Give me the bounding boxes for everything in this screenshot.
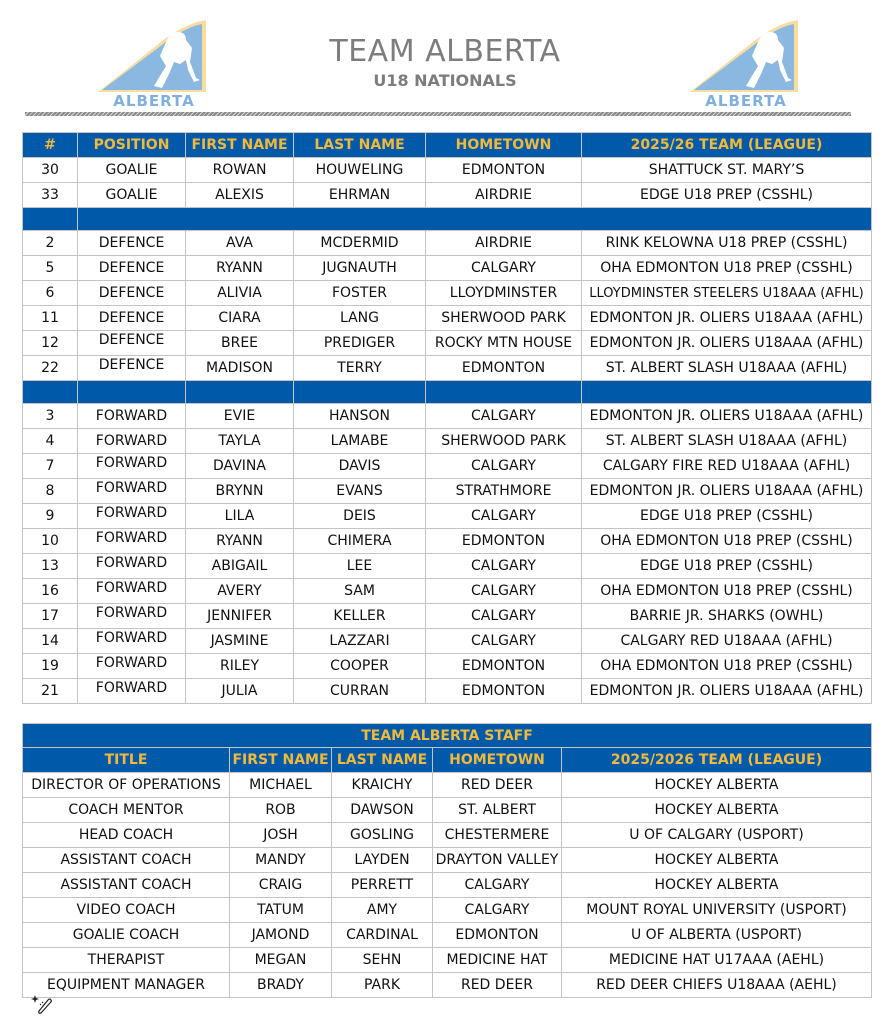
player-team: RINK KELOWNA U18 PREP (CSSHL)	[582, 231, 872, 256]
roster-header-row	[23, 133, 872, 158]
player-number: 2	[23, 231, 78, 256]
player-number: 21	[23, 679, 78, 704]
player-number: 17	[23, 604, 78, 629]
staff-hometown: ST. ALBERT	[433, 798, 562, 823]
separator-cell	[582, 381, 872, 404]
player-number: 5	[23, 256, 78, 281]
magic-edit-icon[interactable]	[30, 992, 54, 1014]
player-first-name: JULIA	[186, 679, 294, 704]
player-position: DEFENCE	[78, 306, 186, 331]
staff-first-name: MICHAEL	[230, 773, 332, 798]
separator-cell	[294, 381, 426, 404]
player-first-name: BREE	[186, 331, 294, 356]
player-last-name: CHIMERA	[294, 529, 426, 554]
player-first-name: LILA	[186, 504, 294, 529]
player-number: 13	[23, 554, 78, 579]
staff-team: MOUNT ROYAL UNIVERSITY (USPORT)	[562, 898, 872, 923]
staff-title: VIDEO COACH	[23, 898, 230, 923]
player-team: OHA EDMONTON U18 PREP (CSSHL)	[582, 529, 872, 554]
player-team: OHA EDMONTON U18 PREP (CSSHL)	[582, 256, 872, 281]
player-number: 8	[23, 479, 78, 504]
player-position: FORWARD	[78, 429, 186, 454]
table-row	[23, 331, 872, 356]
table-row	[23, 848, 872, 873]
player-first-name: JENNIFER	[186, 604, 294, 629]
player-team: EDMONTON JR. OLIERS U18AAA (AFHL)	[582, 404, 872, 429]
player-number: 14	[23, 629, 78, 654]
player-position: GOALIE	[78, 158, 186, 183]
column-header: #	[23, 133, 78, 158]
table-row	[23, 256, 872, 281]
player-hometown: CALGARY	[426, 404, 582, 429]
player-last-name: HOUWELING	[294, 158, 426, 183]
staff-hometown: RED DEER	[433, 973, 562, 998]
player-first-name: CIARA	[186, 306, 294, 331]
staff-title: EQUIPMENT MANAGER	[23, 973, 230, 998]
staff-first-name: MEGAN	[230, 948, 332, 973]
section-separator-row	[23, 208, 872, 231]
player-last-name: EVANS	[294, 479, 426, 504]
staff-last-name: DAWSON	[332, 798, 433, 823]
logo-text: ALBERTA	[113, 92, 195, 110]
logo-text: ALBERTA	[705, 92, 787, 110]
player-last-name: LEE	[294, 554, 426, 579]
player-first-name: AVA	[186, 231, 294, 256]
staff-hometown: CALGARY	[433, 873, 562, 898]
player-hometown: EDMONTON	[426, 654, 582, 679]
staff-hometown: CALGARY	[433, 898, 562, 923]
player-position: FORWARD	[78, 504, 186, 529]
player-position: FORWARD	[78, 679, 186, 704]
table-row	[23, 454, 872, 479]
staff-title: ASSISTANT COACH	[23, 873, 230, 898]
player-team: EDMONTON JR. OLIERS U18AAA (AFHL)	[582, 331, 872, 356]
column-header: 2025/2026 TEAM (LEAGUE)	[562, 748, 872, 773]
table-row	[23, 306, 872, 331]
player-hometown: SHERWOOD PARK	[426, 306, 582, 331]
player-last-name: KELLER	[294, 604, 426, 629]
table-row	[23, 823, 872, 848]
player-position: FORWARD	[78, 554, 186, 579]
player-position: FORWARD	[78, 579, 186, 604]
separator-cell	[426, 381, 582, 404]
staff-title: DIRECTOR OF OPERATIONS	[23, 773, 230, 798]
player-number: 19	[23, 654, 78, 679]
player-hometown: CALGARY	[426, 604, 582, 629]
player-team: ST. ALBERT SLASH U18AAA (AFHL)	[582, 356, 872, 381]
player-position: FORWARD	[78, 479, 186, 504]
staff-last-name: KRAICHY	[332, 773, 433, 798]
staff-header-row	[23, 748, 872, 773]
player-last-name: LAZZARI	[294, 629, 426, 654]
table-row	[23, 629, 872, 654]
staff-team: HOCKEY ALBERTA	[562, 773, 872, 798]
staff-first-name: CRAIG	[230, 873, 332, 898]
player-first-name: RYANN	[186, 256, 294, 281]
staff-last-name: PERRETT	[332, 873, 433, 898]
separator-cell	[78, 381, 186, 404]
table-row	[23, 948, 872, 973]
staff-team: U OF CALGARY (USPORT)	[562, 823, 872, 848]
column-header: LAST NAME	[332, 748, 433, 773]
player-last-name: DAVIS	[294, 454, 426, 479]
player-last-name: SAM	[294, 579, 426, 604]
table-row	[23, 654, 872, 679]
table-row	[23, 479, 872, 504]
hockey-player-icon	[96, 18, 212, 94]
player-last-name: LAMABE	[294, 429, 426, 454]
separator-cell	[23, 381, 78, 404]
staff-last-name: PARK	[332, 973, 433, 998]
player-first-name: JASMINE	[186, 629, 294, 654]
table-row	[23, 873, 872, 898]
staff-first-name: MANDY	[230, 848, 332, 873]
player-hometown: AIRDRIE	[426, 183, 582, 208]
table-row	[23, 604, 872, 629]
roster-table	[22, 132, 872, 704]
player-team: OHA EDMONTON U18 PREP (CSSHL)	[582, 579, 872, 604]
player-position: DEFENCE	[78, 356, 186, 381]
player-hometown: CALGARY	[426, 629, 582, 654]
player-hometown: EDMONTON	[426, 529, 582, 554]
staff-team: U OF ALBERTA (USPORT)	[562, 923, 872, 948]
player-hometown: LLOYDMINSTER	[426, 281, 582, 306]
player-position: FORWARD	[78, 529, 186, 554]
table-row	[23, 898, 872, 923]
player-team: CALGARY RED U18AAA (AFHL)	[582, 629, 872, 654]
player-hometown: SHERWOOD PARK	[426, 429, 582, 454]
separator-cell	[186, 381, 294, 404]
table-row	[23, 973, 872, 998]
player-hometown: EDMONTON	[426, 356, 582, 381]
player-first-name: DAVINA	[186, 454, 294, 479]
player-position: DEFENCE	[78, 256, 186, 281]
player-hometown: CALGARY	[426, 454, 582, 479]
player-first-name: BRYNN	[186, 479, 294, 504]
player-team: EDGE U18 PREP (CSSHL)	[582, 554, 872, 579]
table-row	[23, 281, 872, 306]
table-row	[23, 429, 872, 454]
player-position: DEFENCE	[78, 231, 186, 256]
separator-cell	[23, 208, 78, 231]
player-hometown: CALGARY	[426, 579, 582, 604]
staff-title: ASSISTANT COACH	[23, 848, 230, 873]
player-position: FORWARD	[78, 654, 186, 679]
staff-last-name: LAYDEN	[332, 848, 433, 873]
player-number: 4	[23, 429, 78, 454]
player-first-name: TAYLA	[186, 429, 294, 454]
table-row	[23, 356, 872, 381]
staff-title: COACH MENTOR	[23, 798, 230, 823]
player-hometown: CALGARY	[426, 256, 582, 281]
player-team: EDMONTON JR. OLIERS U18AAA (AFHL)	[582, 306, 872, 331]
player-number: 16	[23, 579, 78, 604]
player-number: 3	[23, 404, 78, 429]
column-header: HOMETOWN	[426, 133, 582, 158]
player-team: OHA EDMONTON U18 PREP (CSSHL)	[582, 654, 872, 679]
player-position: GOALIE	[78, 183, 186, 208]
table-row	[23, 404, 872, 429]
staff-last-name: SEHN	[332, 948, 433, 973]
staff-title: GOALIE COACH	[23, 923, 230, 948]
player-number: 12	[23, 331, 78, 356]
player-number: 9	[23, 504, 78, 529]
player-team: LLOYDMINSTER STEELERS U18AAA (AFHL)	[582, 281, 872, 306]
staff-first-name: JOSH	[230, 823, 332, 848]
staff-team: HOCKEY ALBERTA	[562, 873, 872, 898]
table-row	[23, 158, 872, 183]
hockey-alberta-logo-left	[96, 18, 212, 110]
player-first-name: ABIGAIL	[186, 554, 294, 579]
player-hometown: STRATHMORE	[426, 479, 582, 504]
player-number: 7	[23, 454, 78, 479]
table-row	[23, 183, 872, 208]
player-last-name: LANG	[294, 306, 426, 331]
player-team: ST. ALBERT SLASH U18AAA (AFHL)	[582, 429, 872, 454]
staff-title: HEAD COACH	[23, 823, 230, 848]
player-hometown: AIRDRIE	[426, 231, 582, 256]
staff-caption: TEAM ALBERTA STAFF	[23, 724, 872, 748]
player-hometown: CALGARY	[426, 504, 582, 529]
player-number: 10	[23, 529, 78, 554]
staff-hometown: MEDICINE HAT	[433, 948, 562, 973]
staff-first-name: ROB	[230, 798, 332, 823]
staff-last-name: CARDINAL	[332, 923, 433, 948]
player-hometown: EDMONTON	[426, 158, 582, 183]
table-row	[23, 923, 872, 948]
player-number: 6	[23, 281, 78, 306]
table-row	[23, 231, 872, 256]
player-first-name: ALEXIS	[186, 183, 294, 208]
player-first-name: EVIE	[186, 404, 294, 429]
table-row	[23, 773, 872, 798]
player-last-name: COOPER	[294, 654, 426, 679]
player-number: 33	[23, 183, 78, 208]
staff-title: THERAPIST	[23, 948, 230, 973]
player-team: EDGE U18 PREP (CSSHL)	[582, 183, 872, 208]
column-header: LAST NAME	[294, 133, 426, 158]
player-position: DEFENCE	[78, 281, 186, 306]
player-team: BARRIE JR. SHARKS (OWHL)	[582, 604, 872, 629]
staff-team: HOCKEY ALBERTA	[562, 848, 872, 873]
player-hometown: CALGARY	[426, 554, 582, 579]
column-header: TITLE	[23, 748, 230, 773]
player-hometown: EDMONTON	[426, 679, 582, 704]
player-last-name: CURRAN	[294, 679, 426, 704]
separator-cell	[78, 208, 872, 231]
table-row	[23, 579, 872, 604]
player-number: 11	[23, 306, 78, 331]
section-separator-row	[23, 381, 872, 404]
player-last-name: TERRY	[294, 356, 426, 381]
staff-table	[22, 723, 872, 998]
player-last-name: MCDERMID	[294, 231, 426, 256]
player-first-name: MADISON	[186, 356, 294, 381]
staff-caption-row	[23, 724, 872, 748]
player-first-name: ROWAN	[186, 158, 294, 183]
table-row	[23, 679, 872, 704]
column-header: HOMETOWN	[433, 748, 562, 773]
hockey-player-icon	[688, 18, 804, 94]
player-first-name: RYANN	[186, 529, 294, 554]
player-position: FORWARD	[78, 604, 186, 629]
table-row	[23, 504, 872, 529]
staff-hometown: DRAYTON VALLEY	[433, 848, 562, 873]
staff-first-name: BRADY	[230, 973, 332, 998]
header-divider	[25, 112, 851, 116]
player-position: FORWARD	[78, 454, 186, 479]
column-header: POSITION	[78, 133, 186, 158]
table-row	[23, 554, 872, 579]
staff-first-name: JAMOND	[230, 923, 332, 948]
column-header: FIRST NAME	[230, 748, 332, 773]
player-last-name: FOSTER	[294, 281, 426, 306]
player-first-name: AVERY	[186, 579, 294, 604]
staff-last-name: AMY	[332, 898, 433, 923]
page-title: TEAM ALBERTA	[329, 34, 561, 69]
player-position: FORWARD	[78, 629, 186, 654]
player-last-name: HANSON	[294, 404, 426, 429]
staff-hometown: CHESTERMERE	[433, 823, 562, 848]
page-subtitle: U18 NATIONALS	[373, 71, 517, 90]
player-last-name: DEIS	[294, 504, 426, 529]
staff-hometown: EDMONTON	[433, 923, 562, 948]
player-last-name: JUGNAUTH	[294, 256, 426, 281]
player-team: EDGE U18 PREP (CSSHL)	[582, 504, 872, 529]
staff-first-name: TATUM	[230, 898, 332, 923]
column-header: 2025/26 TEAM (LEAGUE)	[582, 133, 872, 158]
staff-last-name: GOSLING	[332, 823, 433, 848]
staff-team: MEDICINE HAT U17AAA (AEHL)	[562, 948, 872, 973]
player-last-name: PREDIGER	[294, 331, 426, 356]
player-hometown: ROCKY MTN HOUSE	[426, 331, 582, 356]
staff-team: RED DEER CHIEFS U18AAA (AEHL)	[562, 973, 872, 998]
player-first-name: ALIVIA	[186, 281, 294, 306]
table-row	[23, 798, 872, 823]
player-number: 30	[23, 158, 78, 183]
table-row	[23, 529, 872, 554]
player-first-name: RILEY	[186, 654, 294, 679]
player-team: EDMONTON JR. OLIERS U18AAA (AFHL)	[582, 479, 872, 504]
hockey-alberta-logo-right	[688, 18, 804, 110]
player-number: 22	[23, 356, 78, 381]
player-team: CALGARY FIRE RED U18AAA (AFHL)	[582, 454, 872, 479]
staff-hometown: RED DEER	[433, 773, 562, 798]
player-position: FORWARD	[78, 404, 186, 429]
player-last-name: EHRMAN	[294, 183, 426, 208]
player-team: EDMONTON JR. OLIERS U18AAA (AFHL)	[582, 679, 872, 704]
column-header: FIRST NAME	[186, 133, 294, 158]
staff-team: HOCKEY ALBERTA	[562, 798, 872, 823]
player-team: SHATTUCK ST. MARY’S	[582, 158, 872, 183]
player-position: DEFENCE	[78, 331, 186, 356]
